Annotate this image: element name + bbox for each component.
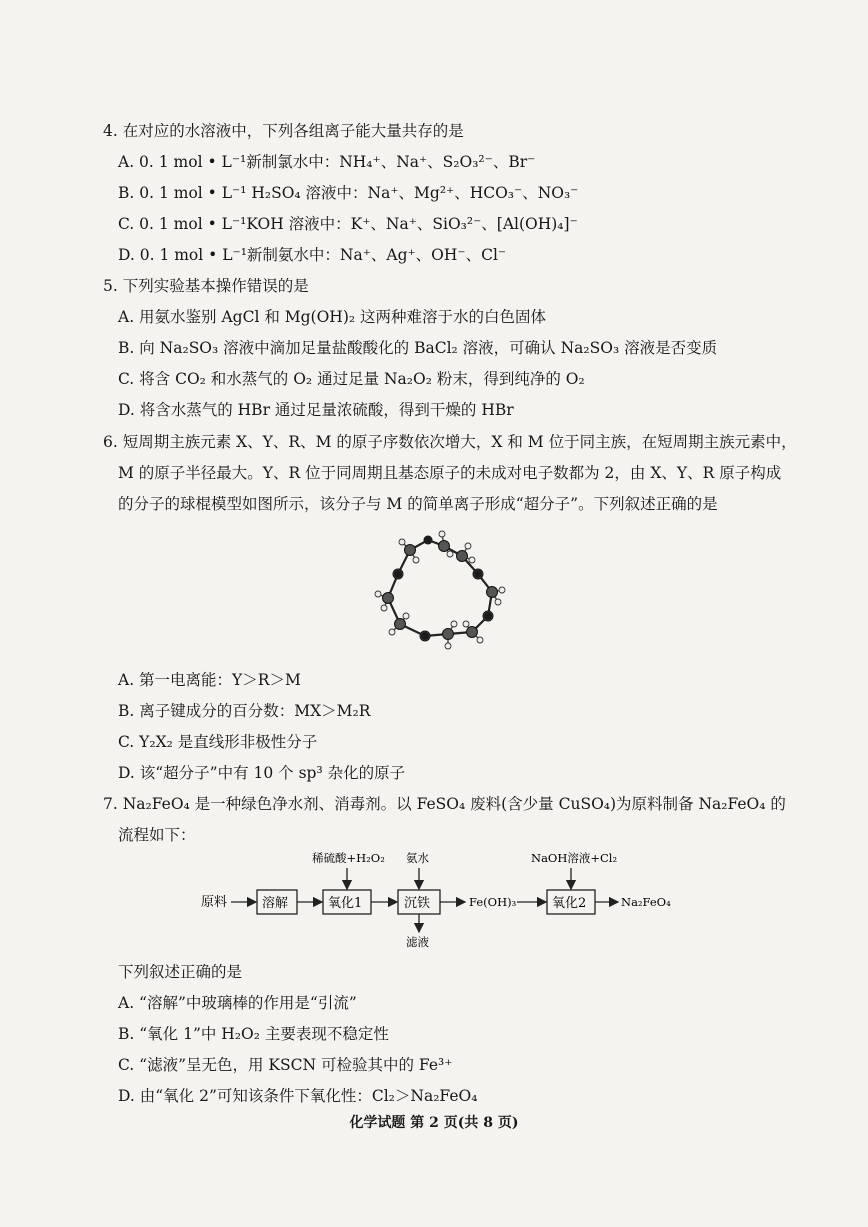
flow-reagent-3: NaOH溶液+Cl₂ (531, 851, 618, 865)
q4-stem: 4. 在对应的水溶液中，下列各组离子能大量共存的是 (103, 122, 464, 140)
flow-end-label: Na₂FeO₄ (621, 895, 671, 909)
q6-option-b: B. 离子键成分的百分数：MX＞M₂R (118, 702, 371, 720)
q6-option-d: D. 该“超分子”中有 10 个 sp³ 杂化的原子 (118, 764, 406, 782)
flow-reagent-1: 稀硫酸+H₂O₂ (312, 851, 385, 865)
flow-reagent-2: 氨水 (406, 851, 429, 865)
flow-box4-label: 氧化2 (552, 896, 587, 911)
q6-stem-line-2: M 的原子半径最大。Y、R 位于同周期且基态原子的未成对电子数都为 2，由 X、Y、R 原子构成 (118, 464, 782, 482)
page-footer: 化学试题 第 2 页(共 8 页) (349, 1115, 519, 1131)
q4-option-a: A. 0. 1 mol • L⁻¹新制氯水中：NH₄⁺、Na⁺、S₂O₃²⁻、Br⁻ (118, 153, 536, 171)
q5-option-b: B. 向 Na₂SO₃ 溶液中滴加足量盐酸酸化的 BaCl₂ 溶液，可确认 Na₂SO₃ 溶液是否变质 (118, 339, 718, 357)
q7-option-b: B. “氧化 1”中 H₂O₂ 主要表现不稳定性 (118, 1025, 389, 1043)
ball-stick-model-figure (370, 528, 530, 658)
q4-option-d: D. 0. 1 mol • L⁻¹新制氨水中：Na⁺、Ag⁺、OH⁻、Cl⁻ (118, 246, 507, 264)
q4-option-c: C. 0. 1 mol • L⁻¹KOH 溶液中：K⁺、Na⁺、SiO₃²⁻、[Al(OH)₄]⁻ (118, 215, 578, 233)
process-flowchart (195, 848, 675, 948)
q5-option-c: C. 将含 CO₂ 和水蒸气的 O₂ 通过足量 Na₂O₂ 粉末，得到纯净的 O₂ (118, 370, 585, 388)
q7-prompt: 下列叙述正确的是 (118, 963, 243, 981)
q6-option-a: A. 第一电离能：Y＞R＞M (118, 671, 301, 689)
hydrogen-bonds (378, 534, 502, 646)
q5-stem: 5. 下列实验基本操作错误的是 (103, 277, 309, 295)
flow-box3-label: 沉铁 (404, 896, 431, 911)
q7-stem-line-1: 7. Na₂FeO₄ 是一种绿色净水剂、消毒剂。以 FeSO₄ 废料(含少量 CuSO₄)为原料制备 Na₂FeO₄ 的 (103, 795, 786, 813)
flow-mid-label: Fe(OH)₃ (469, 895, 517, 909)
q6-option-c: C. Y₂X₂ 是直线形非极性分子 (118, 733, 318, 751)
q4-option-b: B. 0. 1 mol • L⁻¹ H₂SO₄ 溶液中：Na⁺、Mg²⁺、HCO₃⁻、NO₃⁻ (118, 184, 579, 202)
carbon-atoms (383, 541, 498, 642)
q6-stem-line-3: 的分子的球棍模型如图所示，该分子与 M 的简单离子形成“超分子”。下列叙述正确的是 (118, 495, 718, 513)
q7-option-c: C. “滤液”呈无色，用 KSCN 可检验其中的 Fe³⁺ (118, 1056, 453, 1074)
q5-option-a: A. 用氨水鉴别 AgCl 和 Mg(OH)₂ 这两种难溶于水的白色固体 (118, 308, 547, 326)
flow-start-label: 原料 (201, 895, 228, 910)
flow-box2-label: 氧化1 (328, 896, 363, 911)
q7-stem-line-2: 流程如下： (118, 826, 196, 844)
q5-option-d: D. 将含水蒸气的 HBr 通过足量浓硫酸，得到干燥的 HBr (118, 401, 514, 419)
flow-waste-label: 滤液 (406, 935, 429, 949)
q7-option-a: A. “溶解”中玻璃棒的作用是“引流” (118, 994, 357, 1012)
q7-option-d: D. 由“氧化 2”可知该条件下氧化性：Cl₂＞Na₂FeO₄ (118, 1087, 478, 1105)
q6-stem-line-1: 6. 短周期主族元素 X、Y、R、M 的原子序数依次增大，X 和 M 位于同主族，在短周期主族元素中， (103, 433, 797, 451)
flow-box1-label: 溶解 (262, 896, 289, 911)
